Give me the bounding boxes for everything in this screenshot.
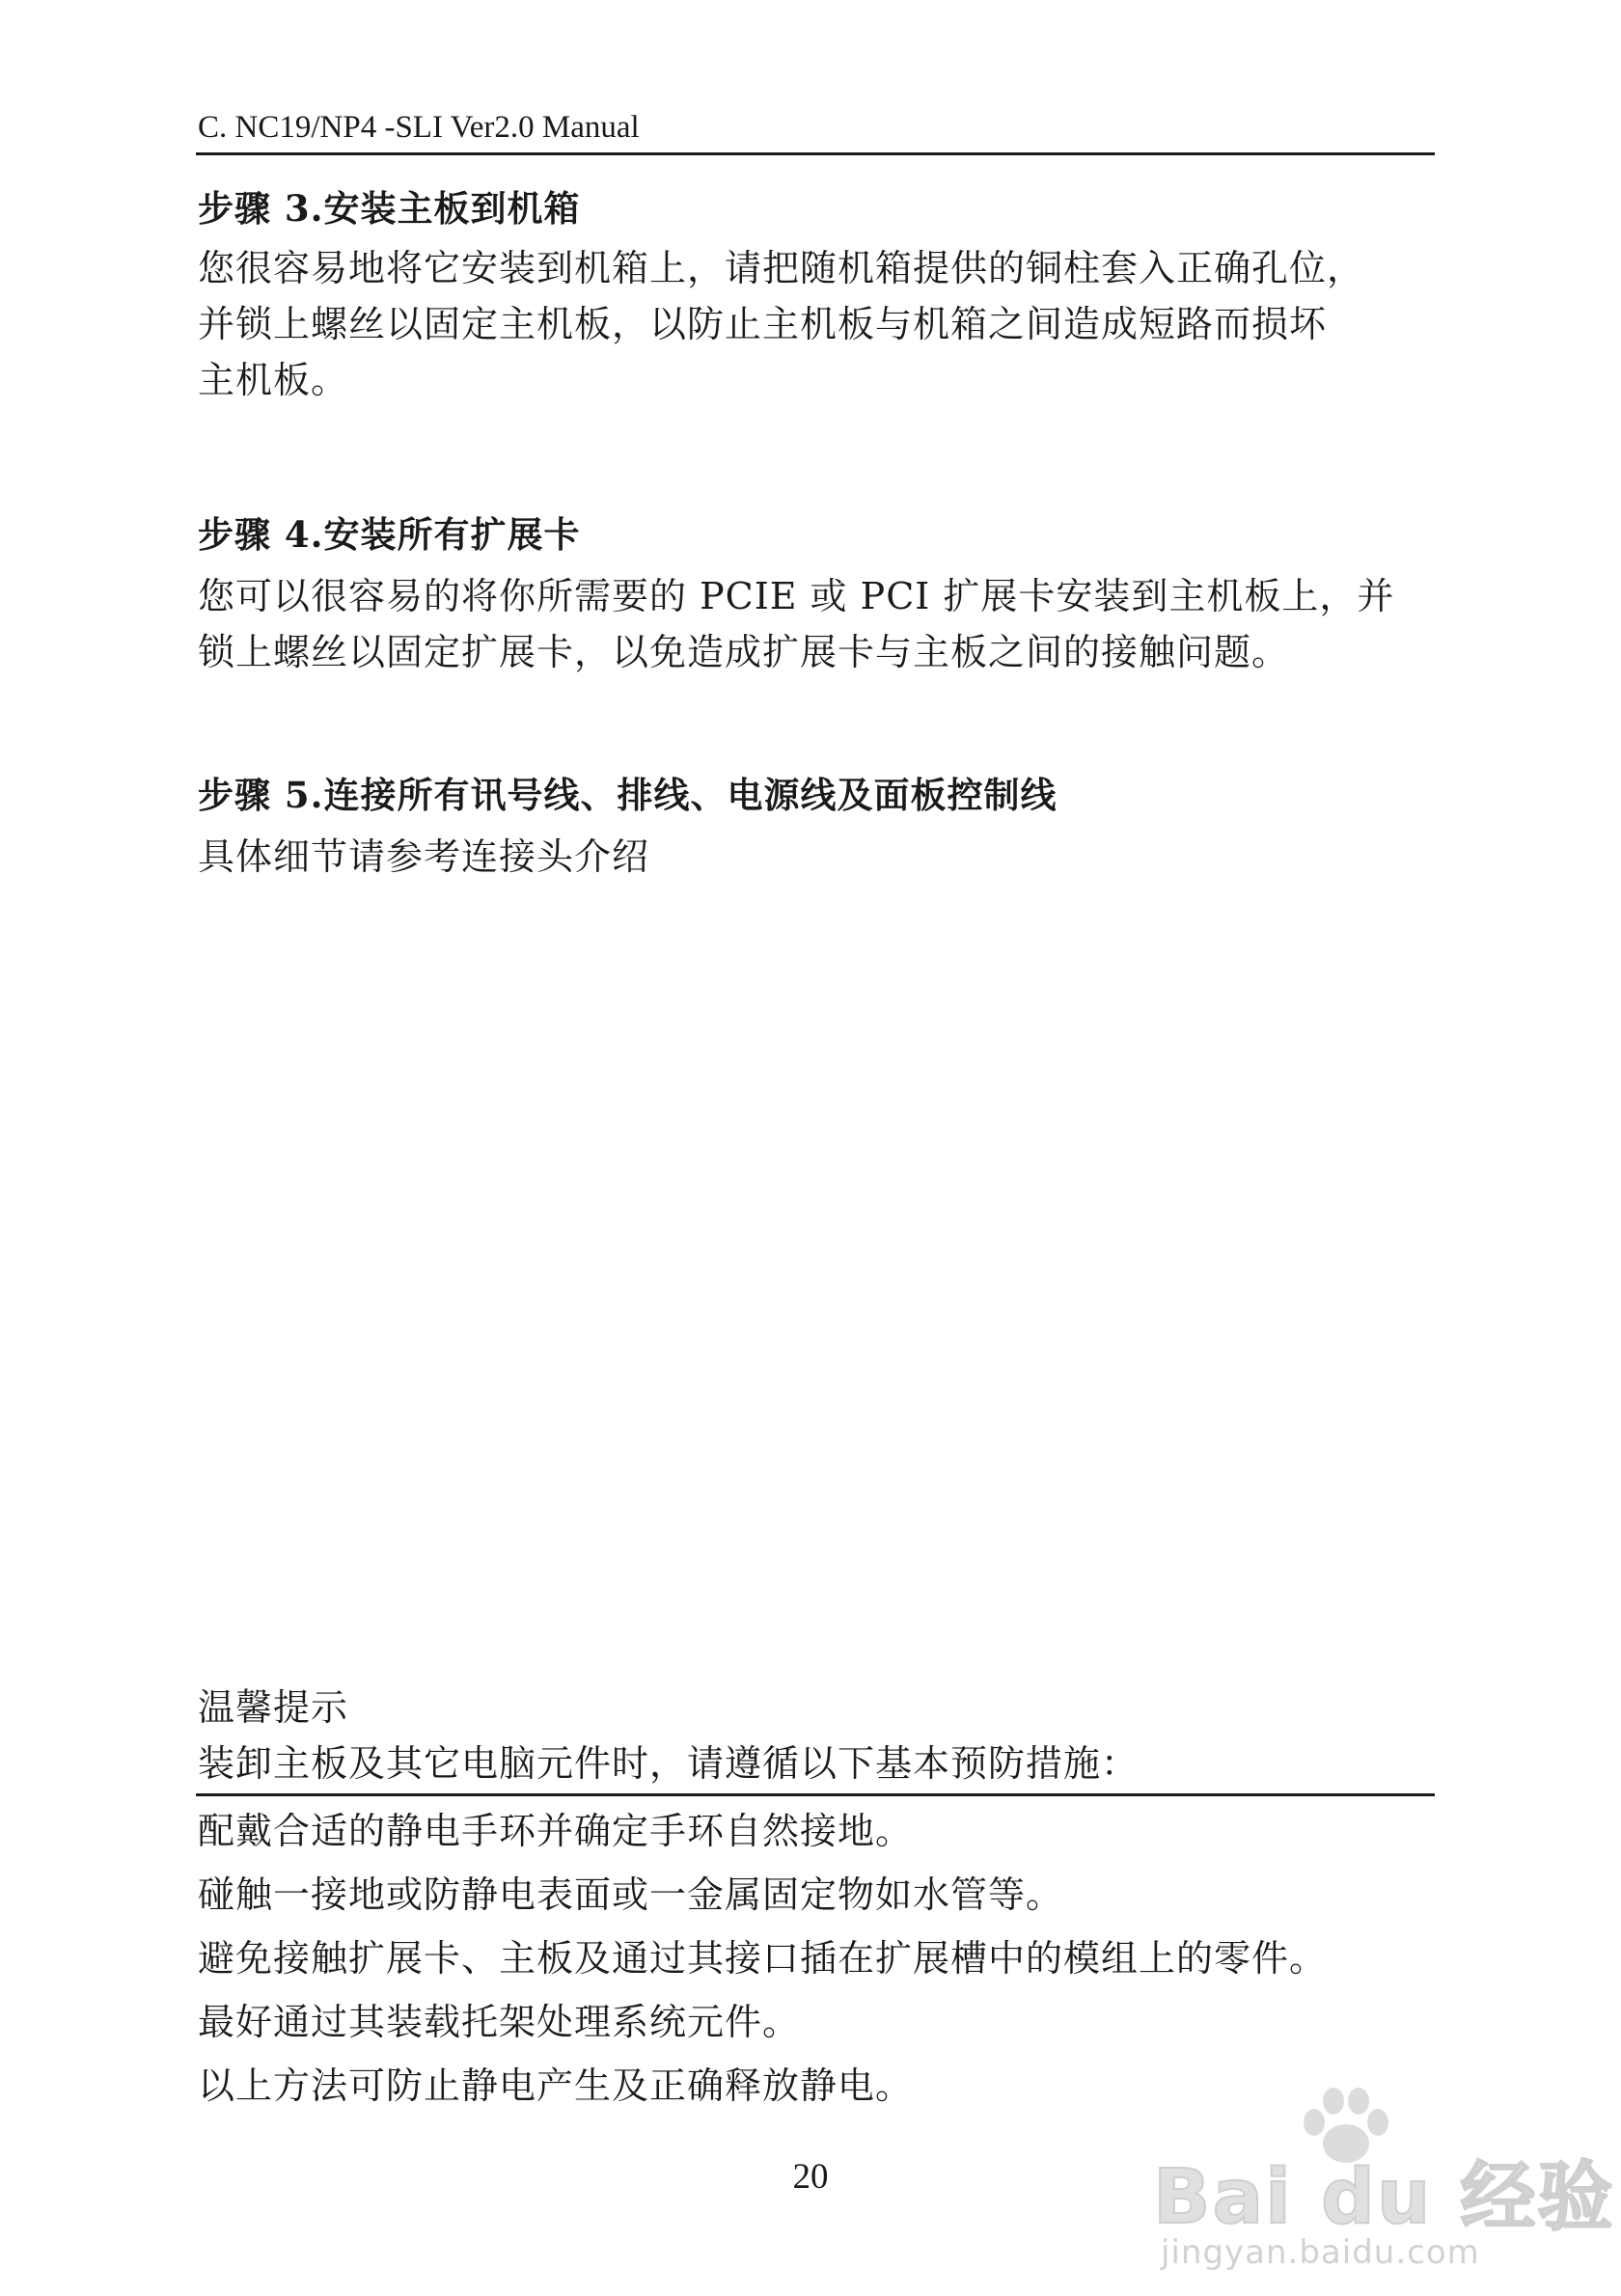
step-3-heading: 步骤 3.安装主板到机箱 [198,187,581,230]
step-3-line-1: 您很容易地将它安装到机箱上，请把随机箱提供的铜柱套入正确孔位， [198,247,1365,289]
step-4-heading: 步骤 4.安装所有扩展卡 [198,513,581,556]
step-4-line-2: 锁上螺丝以固定扩展卡，以免造成扩展卡与主板之间的接触问题。 [198,631,1290,673]
page-number: 20 [792,2157,829,2197]
step-3-line-2: 并锁上螺丝以固定主机板，以防止主机板与机箱之间造成短路而损坏 [198,303,1328,345]
tips-intro [198,1736,1139,1792]
tips-title-text: 温馨提示 [198,1686,349,1729]
step-3-line-3: 主机板。 [198,359,349,401]
step-3-body [198,241,1364,409]
tips-list [198,1804,1327,2122]
step-4-body [198,569,1394,681]
tips-item-3: 避免接触扩展卡、主板及通过其接口插在扩展槽中的模组上的零件。 [198,1937,1328,1980]
tips-intro-text: 装卸主板及其它电脑元件时，请遵循以下基本预防措施： [198,1742,1140,1785]
step-5-line-1: 具体细节请参考连接头介绍 [198,835,650,878]
tips-item-1: 配戴合适的静电手环并确定手环自然接地。 [198,1810,914,1852]
tips-item-2: 碰触一接地或防静电表面或一金属固定物如水管等。 [198,1873,1064,1916]
header-divider [196,152,1435,155]
baidu-watermark [1153,2084,1615,2277]
manual-header-title: C. NC19/NP4 -SLI Ver2.0 Manual [198,110,640,145]
step-5-heading: 步骤 5.连接所有讯号线、排线、电源线及面板控制线 [198,774,1058,816]
watermark-url: jingyan.baidu.com [1161,2233,1480,2272]
tips-item-4: 最好通过其装载托架处理系统元件。 [198,2001,801,2043]
watermark-brand: Bai du 经验 [1153,2154,1615,2241]
tips-title [198,1681,348,1736]
tips-item-5: 以上方法可防止静电产生及正确释放静电。 [198,2064,914,2107]
step-4-line-1: 您可以很容易的将你所需要的 PCIE 或 PCI 扩展卡安装到主机板上，并 [198,575,1395,617]
tips-divider [196,1793,1435,1796]
step-5-body [198,830,649,886]
